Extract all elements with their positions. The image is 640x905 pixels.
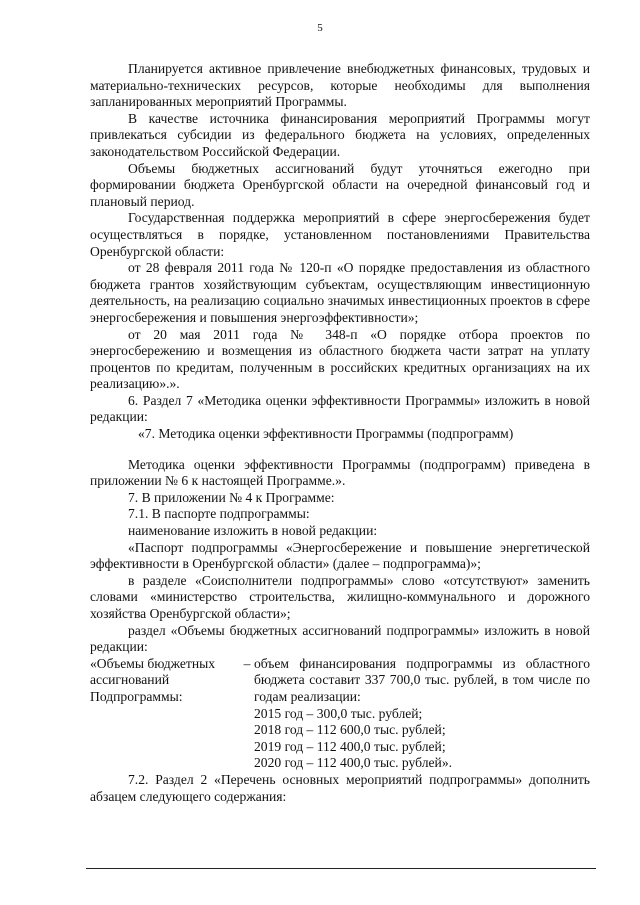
paragraph-passport-title: «Паспорт подпрограммы «Энергосбережение и повышение энергетической эффективности в Оренбургской области» (далее – подпрограмма)»; (90, 539, 590, 572)
footer-divider (86, 868, 596, 869)
paragraph-decree-348p: от 20 мая 2011 года № 348-п «О порядке отбора проектов по энергосбережению и возмещения из областного бюджета части затрат на уплату процентов по кредитам, полученным в российских кредитных организациях на их реализацию».». (90, 326, 590, 392)
budget-year-item: 2018 год – 112 600,0 тыс. рублей; (254, 722, 446, 738)
paragraph-budget-allocations: Объемы бюджетных ассигнований будут уточняться ежегодно при формировании бюджета Оренбургской области на очередной финансовый год и плановый период. (90, 160, 590, 209)
paragraph-item-6: 6. Раздел 7 «Методика оценки эффективности Программы» изложить в новой редакции: (90, 392, 590, 425)
paragraph-item-7-2: 7.2. Раздел 2 «Перечень основных мероприятий подпрограммы» дополнить абзацем следующего содержания: (90, 771, 590, 804)
paragraph-extrabudgetary: Планируется активное привлечение внебюджетных финансовых, трудовых и материально-технических ресурсов, которые необходимы для выполнения запланированных мероприятий Программы. (90, 61, 590, 110)
paragraph-budget-section: раздел «Объемы бюджетных ассигнований подпрограммы» изложить в новой редакции: (90, 622, 590, 655)
budget-year-item: 2020 год – 112 400,0 тыс. рублей». (254, 755, 453, 771)
budget-allocation-block (90, 656, 590, 772)
page-number: 5 (317, 22, 323, 34)
paragraph-state-support: Государственная поддержка мероприятий в сфере энергосбережения будет осуществляться в порядке, установленном постановлениями Правительства Оренбургской области: (90, 210, 590, 259)
budget-label-line: Подпрограммы: (90, 688, 183, 704)
budget-label-line: «Объемы бюджетных (90, 655, 216, 671)
paragraph-methodology: Методика оценки эффективности Программы (подпрограмм) приведена в приложении № 6 к настоящей Программе.». (90, 456, 590, 489)
paragraph-decree-120p: от 28 февраля 2011 года № 120-п «О порядке предоставления из областного бюджета грантов хозяйствующим субъектам, осуществляющим инвестиционную деятельность, на реализацию социально значимых инвестиционных проектов в сфере энергосбережения и повышения энергоэффективности»; (90, 260, 590, 325)
spacer (90, 443, 590, 457)
paragraph-name-new-edition: наименование изложить в новой редакции: (128, 523, 378, 539)
section-heading: «7. Методика оценки эффективности Программы (подпрограмм) (138, 426, 514, 442)
budget-label (90, 656, 240, 772)
budget-value (254, 656, 590, 772)
budget-label-line: ассигнований (90, 672, 170, 688)
budget-years-list (254, 706, 590, 772)
paragraph-co-executors: в разделе «Соисполнители подпрограммы» слово «отсутствуют» заменить словами «министерство строительства, жилищно-коммунального и дорожного хозяйства Оренбургской области»; (90, 572, 590, 621)
budget-year-item: 2019 год – 112 400,0 тыс. рублей; (254, 738, 446, 754)
paragraph-federal-subsidies: В качестве источника финансирования мероприятий Программы могут привлекаться субсидии из федерального бюджета на условиях, определенных законодательством Российской Федерации. (90, 110, 590, 159)
budget-dash: – (243, 655, 251, 671)
document-body (90, 61, 590, 805)
budget-description: объем финансирования подпрограммы из областного бюджета составит 337 700,0 тыс. рублей, в том числе по годам реализации: (254, 655, 590, 704)
budget-year-item: 2015 год – 300,0 тыс. рублей; (254, 705, 423, 721)
paragraph-item-7-1: 7.1. В паспорте подпрограммы: (128, 506, 310, 522)
paragraph-item-7: 7. В приложении № 4 к Программе: (128, 489, 335, 505)
